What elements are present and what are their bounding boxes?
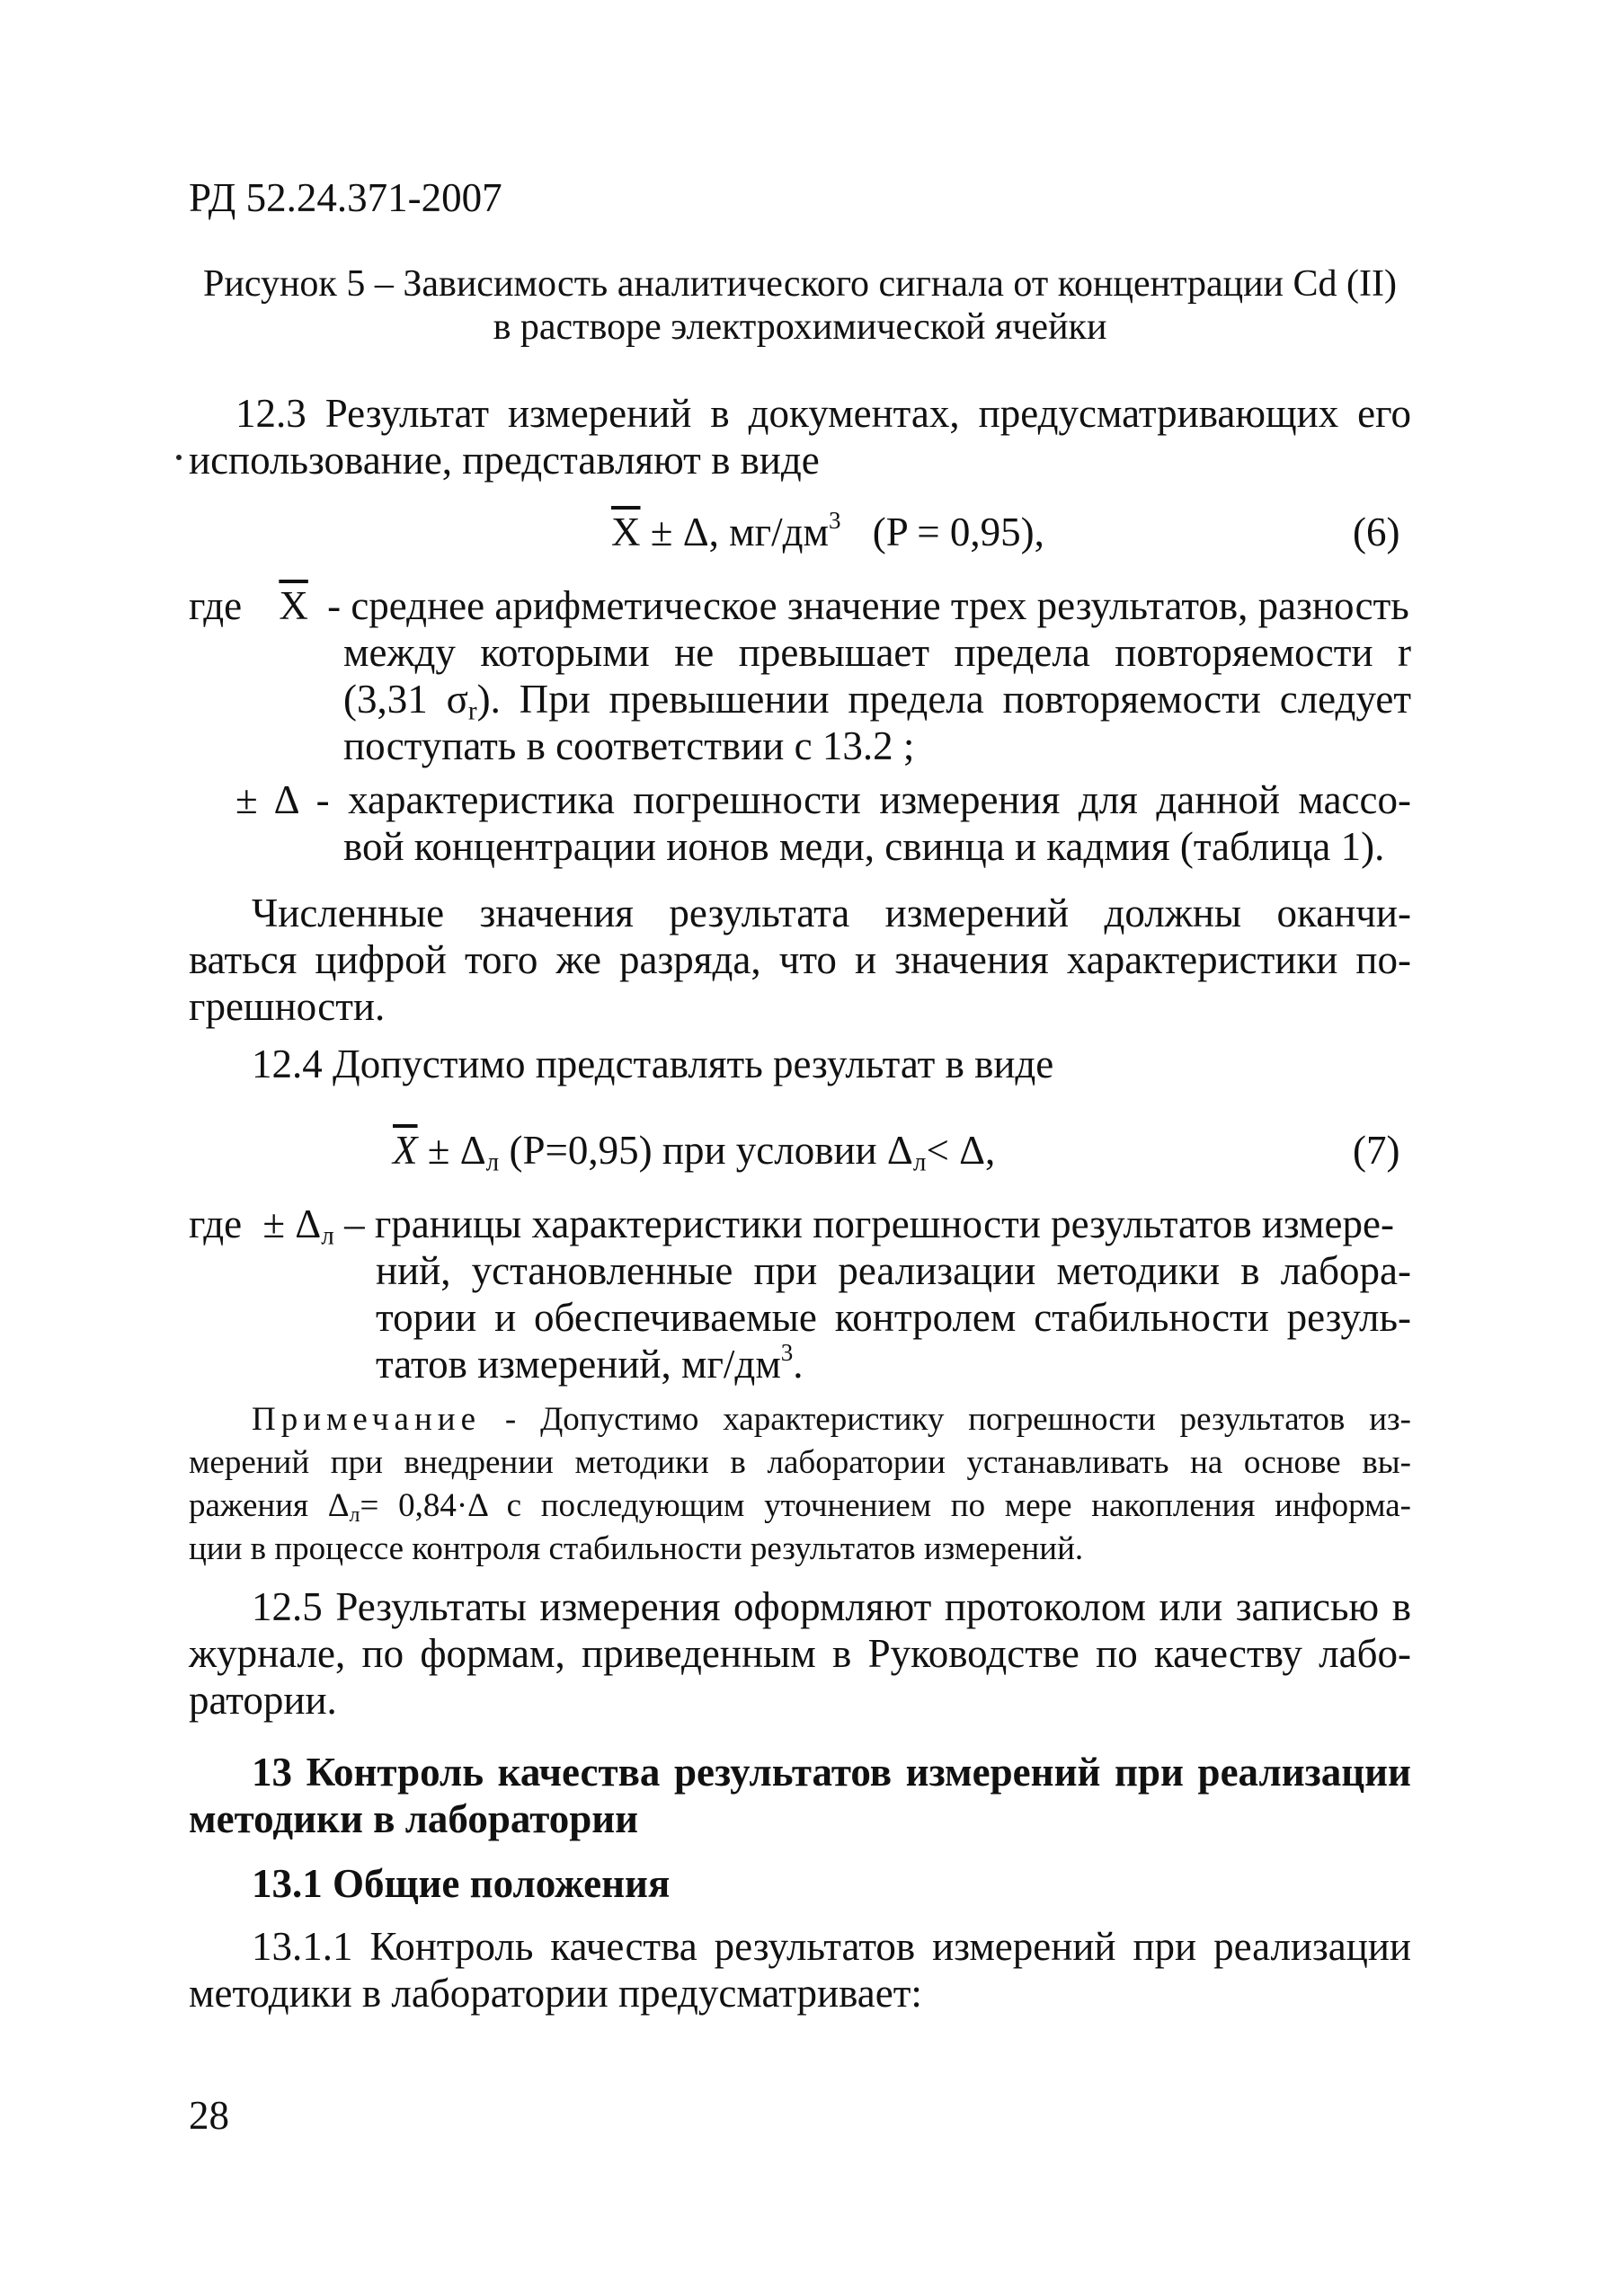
note-line-3-b: = 0,84·Δ с последующим уточнением по мере накопления информа- xyxy=(360,1487,1411,1524)
numeric-values-line-2: ваться цифрой того же разряда, что и значения характеристики по- xyxy=(189,937,1411,982)
paragraph-12-4: 12.4 Допустимо представлять результат в виде xyxy=(252,1042,1054,1086)
formula-7-x: $\overline{X}$ xyxy=(393,1128,418,1173)
where-x-line-3-b: ). При превышении предела повторяемости следует xyxy=(476,677,1411,722)
where-delta-l-line-3: тории и обеспечиваемые контролем стабильности резуль- xyxy=(376,1295,1411,1340)
figure-caption-line-2: в растворе электрохимической ячейки xyxy=(493,306,1107,348)
formula-7-sub-1: л xyxy=(485,1148,500,1177)
section-13-1-1-line-1: 13.1.1 Контроль качества результатов измерений при реализации xyxy=(252,1924,1411,1969)
paragraph-12-3-line-1: 12.3 Результат измерений в документах, предусматривающих его xyxy=(235,391,1411,436)
note-line-3-sub: л xyxy=(349,1503,360,1527)
where-delta-l-sub: л xyxy=(321,1221,334,1251)
note-label: Примечание xyxy=(252,1401,481,1438)
where-delta-line-2: вой концентрации ионов меди, свинца и кадмия (таблица 1). xyxy=(343,824,1385,869)
section-13-title-line-1: 13 Контроль качества результатов измерений при реализации xyxy=(252,1750,1411,1795)
formula-7 xyxy=(393,1125,995,1175)
formula-7-number: (7) xyxy=(1353,1128,1400,1173)
where-x-line-1 xyxy=(189,581,1411,631)
section-13-1-1-line-2: методики в лаборатории предусматривает: xyxy=(189,1971,922,2016)
where-delta-l-line-2: ний, установленные при реализации методики в лабора- xyxy=(376,1248,1411,1293)
formula-6-number: (6) xyxy=(1353,510,1400,554)
note-line-2: мерений при внедрении методики в лаборатории устанавливать на основе вы- xyxy=(189,1444,1411,1481)
numeric-values-line-1: Численные значения результата измерений должны оканчи- xyxy=(252,891,1411,935)
section-13-1-title: 13.1 Общие положения xyxy=(252,1861,671,1906)
where-x-line-3-a: (3,31 σ xyxy=(343,677,468,722)
where-x-definition: - среднее арифметическое значение трех результатов, разность xyxy=(327,583,1409,628)
note-line-1 xyxy=(252,1398,1411,1441)
where-delta-l-line-4-b: . xyxy=(793,1342,804,1387)
where-x-line-2: между которыми не превышает предела повторяемости r xyxy=(343,630,1411,675)
formula-6-exp: 3 xyxy=(828,507,841,535)
numeric-values-line-3: грешности. xyxy=(189,984,386,1029)
note-line-3-a: ражения Δ xyxy=(189,1487,350,1524)
where-label: где xyxy=(189,583,243,628)
where-x-line-4: поступать в соответствии с 13.2 ; xyxy=(343,723,915,768)
figure-caption-line-1: Рисунок 5 – Зависимость аналитического сигнала от концентрации Cd (II) xyxy=(203,263,1397,305)
paragraph-12-5-line-1: 12.5 Результаты измерения оформляют протоколом или записью в xyxy=(252,1584,1411,1629)
where-x-line-3-sub: r xyxy=(467,696,477,726)
where-delta-l-line-4-a: татов измерений, мг/дм xyxy=(376,1342,781,1387)
note-line-4: ции в процессе контроля стабильности результатов измерений. xyxy=(189,1530,1084,1567)
formula-7-b: (P=0,95) при условии Δ xyxy=(499,1128,913,1173)
formula-6-body: ± Δ, мг/дм xyxy=(640,510,829,554)
formula-7-sub-2: л xyxy=(912,1148,927,1177)
note-line-3 xyxy=(189,1485,1411,1528)
where-x-line-3 xyxy=(343,674,1411,724)
where-delta-l-line-4-exp: 3 xyxy=(780,1339,794,1367)
where-delta-l-line-1 xyxy=(189,1199,1411,1249)
where-delta-l-definition: – границы характеристики погрешности результатов измере- xyxy=(333,1201,1394,1246)
page-number: 28 xyxy=(189,2093,229,2138)
where-label-2: где xyxy=(189,1201,243,1246)
section-13-title-line-2: методики в лаборатории xyxy=(189,1796,639,1841)
paragraph-12-3-line-2: использование, представляют в виде xyxy=(189,438,820,483)
where-delta-l-symbol: ± Δ xyxy=(253,1201,322,1246)
paragraph-12-5-line-3: ратории. xyxy=(189,1678,337,1723)
where-x-symbol: $\overline{X}$ xyxy=(279,583,308,628)
formula-6-x: $\overline{X}$ xyxy=(611,510,641,554)
note-line-1-text: - Допустимо характеристику погрешности результатов из- xyxy=(481,1401,1411,1438)
formula-6 xyxy=(611,507,1044,557)
where-delta-l-line-4 xyxy=(376,1339,804,1389)
formula-6-condition: (P = 0,95), xyxy=(872,510,1044,554)
formula-7-c: < Δ, xyxy=(926,1128,996,1173)
where-delta-line-1: ± Δ - характеристика погрешности измерения для данной массо- xyxy=(235,777,1411,822)
scan-speck xyxy=(176,455,182,460)
document-code: РД 52.24.371-2007 xyxy=(189,175,502,220)
paragraph-12-5-line-2: журнале, по формам, приведенным в Руководстве по качеству лабо- xyxy=(189,1631,1411,1676)
formula-7-a: ± Δ xyxy=(417,1128,486,1173)
